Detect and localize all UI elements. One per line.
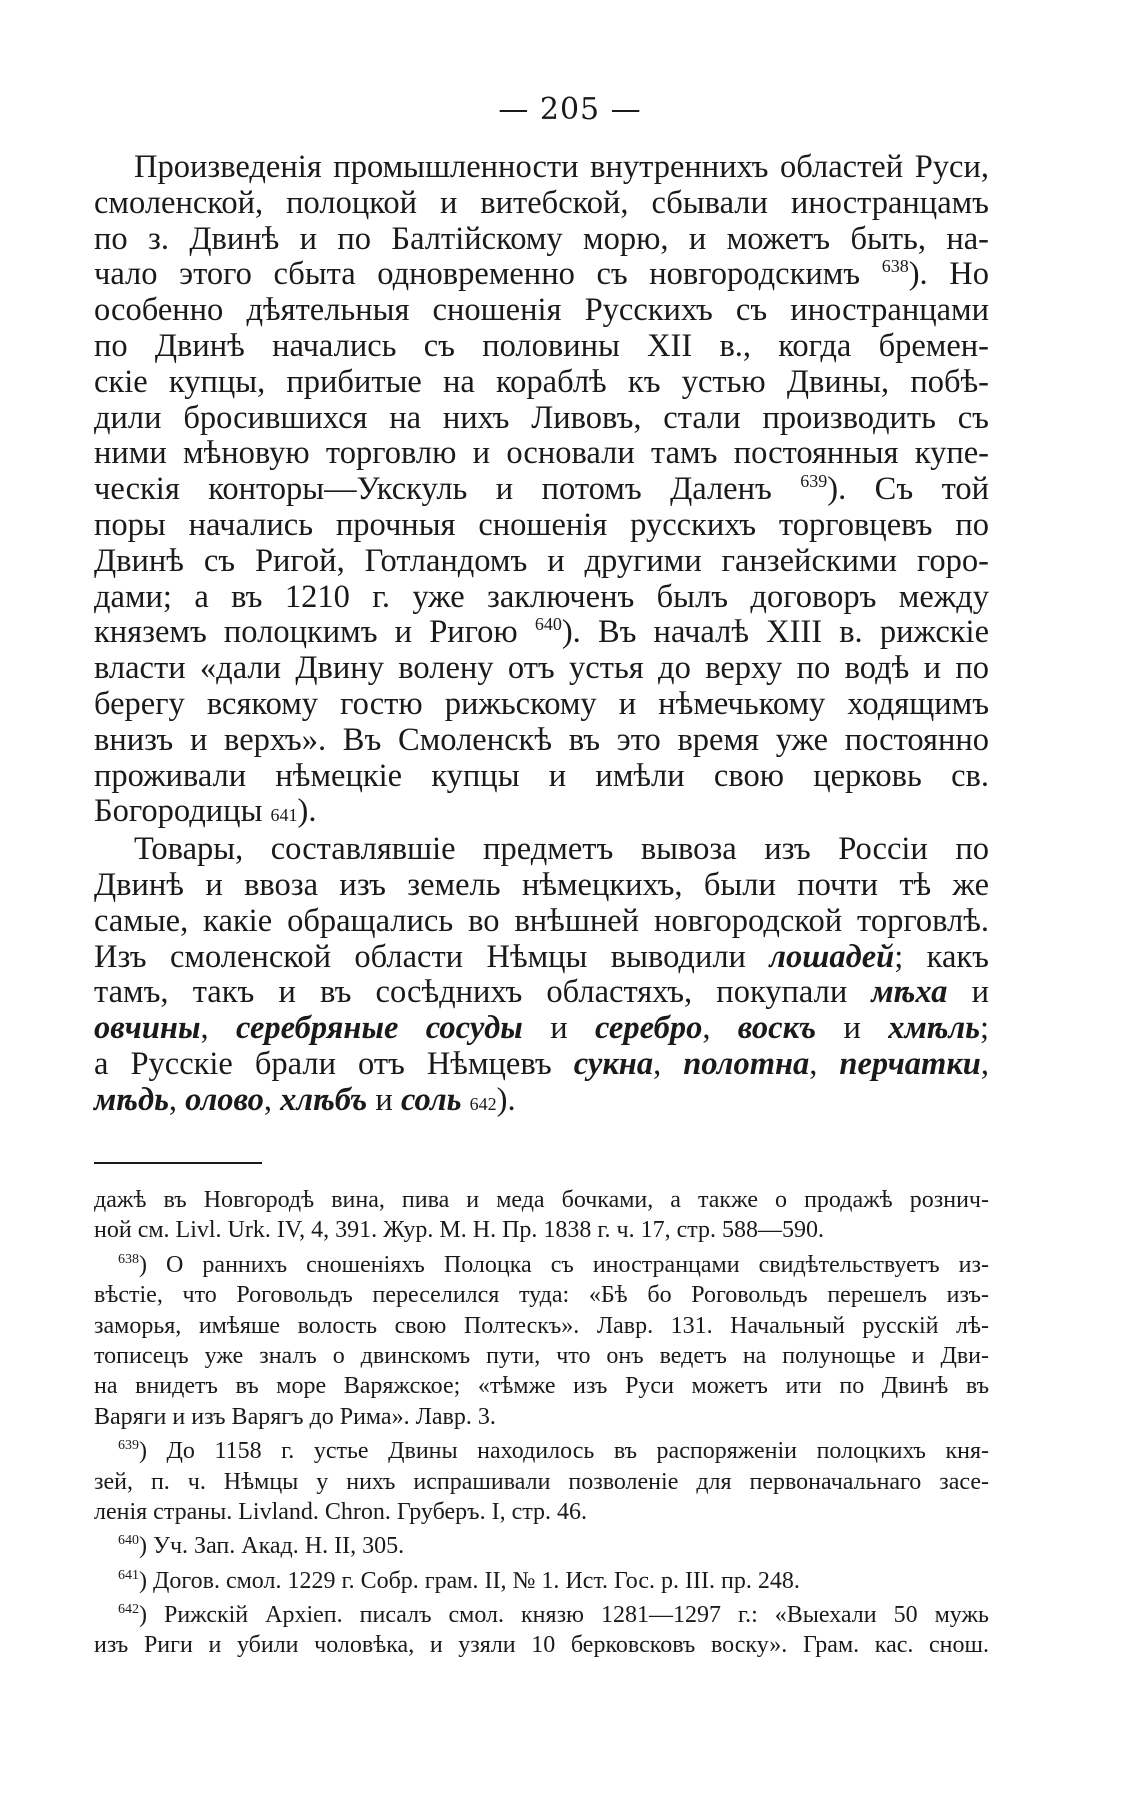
- italic-term: мѣха: [871, 974, 948, 1011]
- footnote-ref: 639: [800, 471, 828, 492]
- text-line: [94, 723, 989, 759]
- text-line: [94, 904, 989, 940]
- text-fragment: дажѣ въ Новгородѣ вина, пива и меда бочками, а также о продажѣ рознич-: [94, 1187, 989, 1213]
- text-fragment: Двинѣ и ввоза изъ земель нѣмецкихъ, были почти тѣ же: [94, 866, 989, 903]
- text-line: [94, 1011, 989, 1047]
- footnote-line: [94, 1497, 989, 1527]
- text-line: [94, 832, 989, 868]
- text-fragment: ) О раннихъ сношеніяхъ Полоцка съ иностранцами свидѣтельствуетъ из-: [139, 1251, 989, 1278]
- text-line: [94, 508, 989, 544]
- footnote-line: [94, 1630, 989, 1660]
- text-fragment: ).: [496, 1081, 516, 1118]
- text-fragment: на внидетъ въ море Варяжское; «тѣмже изъ Руси можетъ ити по Двинѣ въ: [94, 1373, 989, 1400]
- footnote-number: 641: [118, 1567, 139, 1583]
- text-fragment: заморья, имѣяше волость свою Полтескъ». Лавр. 131. Начальный русскій лѣ-: [94, 1312, 989, 1339]
- italic-term: олово: [185, 1081, 264, 1118]
- text-fragment: ).: [297, 793, 317, 830]
- text-fragment: тописецъ уже зналъ о двинскомъ пути, что онъ ведетъ на полунощье и Дви-: [94, 1342, 989, 1369]
- footnote-ref: 640: [534, 614, 562, 635]
- italic-term: серебро: [594, 1010, 703, 1047]
- text-line: [94, 940, 989, 976]
- text-fragment: ,: [168, 1081, 186, 1118]
- text-fragment: ческія конторы—Укскуль и потомъ Даленъ: [94, 471, 772, 508]
- text-line: [94, 293, 989, 329]
- footnote-line: [94, 1215, 989, 1245]
- footnote-line: [94, 1280, 989, 1310]
- text-fragment: и: [947, 974, 989, 1011]
- text-line: [94, 222, 989, 258]
- text-fragment: дами; а въ 1210 г. уже заключенъ былъ договоръ между: [94, 578, 989, 615]
- footnote-ref: 638: [881, 256, 909, 277]
- footnote-number: 638: [118, 1251, 139, 1267]
- text-line: [94, 759, 989, 795]
- footnote-ref: 641: [270, 805, 298, 826]
- text-fragment: ,: [809, 1045, 840, 1082]
- footnote-line: [94, 1600, 989, 1630]
- text-fragment: ; какъ: [894, 938, 989, 975]
- text-line: [94, 794, 989, 830]
- text-fragment: Двинѣ съ Ригой, Готландомъ и другими ганзейскими горо-: [94, 542, 989, 579]
- text-line: [94, 868, 989, 904]
- footnote-line: [94, 1311, 989, 1341]
- text-line: [94, 1083, 989, 1119]
- text-fragment: ). Въ началѣ XIII в. рижскіе: [561, 614, 989, 651]
- footnotes: [94, 1185, 989, 1661]
- footnote-number: 639: [118, 1438, 139, 1454]
- text-fragment: Товары, составлявшіе предметъ вывоза изъ Россіи по: [134, 831, 989, 868]
- text-fragment: а Русскіе брали отъ Нѣмцевъ: [94, 1045, 574, 1082]
- text-fragment: вѣстіе, что Роговольдъ переселился туда: «Бѣ бо Роговольдъ перешелъ изъ-: [94, 1282, 989, 1309]
- text-fragment: поры начались прочныя сношенія русскихъ торговцевъ по: [94, 506, 989, 543]
- italic-term: хлѣбъ: [280, 1081, 368, 1118]
- text-fragment: берегу всякому гостю рижьскому и нѣмечькому ходящимъ: [94, 685, 989, 722]
- italic-term: перчатки: [839, 1045, 981, 1082]
- text-fragment: изъ Риги и убили чоловѣка, и узяли 10 берковсковъ воску». Грам. кас. снош.: [94, 1632, 989, 1659]
- italic-term: мѣдь: [94, 1081, 169, 1118]
- text-line: [94, 365, 989, 401]
- footnote-line: [94, 1467, 989, 1497]
- text-fragment: ,: [980, 1045, 990, 1082]
- footnote-line: [94, 1185, 989, 1215]
- text-fragment: Варяги и изъ Варягъ до Рима». Лавр. 3.: [94, 1403, 496, 1430]
- text-fragment: ,: [200, 1010, 236, 1047]
- text-line: [94, 329, 989, 365]
- text-fragment: ,: [653, 1045, 684, 1082]
- text-line: [94, 436, 989, 472]
- footnote-line: [94, 1566, 989, 1596]
- text-fragment: скіе купцы, прибитые на кораблѣ къ устью Двины, побѣ-: [94, 363, 989, 400]
- text-fragment: княземъ полоцкимъ и Ригою: [94, 614, 518, 651]
- text-line: [94, 472, 989, 508]
- text-fragment: чало этого сбыта одновременно съ новгородскимъ: [94, 256, 861, 293]
- text-fragment: ) Рижскій Архіеп. писалъ смол. князю 1281—1297 г.: «Выехали 50 мужь: [139, 1602, 989, 1629]
- text-fragment: ленія страны. Livland. Chron. Груберъ. I, стр. 46.: [94, 1498, 587, 1525]
- text-line: [94, 544, 989, 580]
- text-line: [94, 580, 989, 616]
- italic-term: серебряные сосуды: [235, 1010, 523, 1047]
- text-line: [94, 975, 989, 1011]
- text-fragment: ) Догов. смол. 1229 г. Собр. грам. II, № 1. Ист. Гос. р. III. пр. 248.: [139, 1567, 800, 1594]
- text-fragment: ) Уч. Зап. Акад. Н. II, 305.: [139, 1533, 405, 1560]
- text-fragment: ,: [702, 1010, 738, 1047]
- footnote-line: [94, 1436, 989, 1466]
- main-text: [94, 150, 989, 1119]
- text-line: [94, 150, 989, 186]
- text-line: [94, 401, 989, 437]
- footnote-line: [94, 1250, 989, 1280]
- text-fragment: ,: [263, 1081, 281, 1118]
- footnote-number: 640: [118, 1533, 139, 1549]
- text-line: [94, 615, 989, 651]
- footnote-number: 642: [118, 1602, 139, 1618]
- text-fragment: по Двинѣ начались съ половины XII в., когда бремен-: [94, 327, 989, 364]
- italic-term: воскъ: [737, 1010, 817, 1047]
- text-fragment: и: [816, 1010, 889, 1047]
- text-fragment: проживали нѣмецкіе купцы и имѣли свою церковь св.: [94, 757, 989, 794]
- footnote-line: [94, 1341, 989, 1371]
- text-fragment: ними мѣновую торговлю и основали тамъ постоянныя купе-: [94, 435, 989, 472]
- italic-term: лошадей: [769, 938, 895, 975]
- text-fragment: тамъ, такъ и въ сосѣднихъ областяхъ, покупали: [94, 974, 848, 1011]
- text-fragment: зей, п. ч. Нѣмцы у нихъ испрашивали позволеніе для первоначальнаго засе-: [94, 1468, 989, 1495]
- text-fragment: и: [367, 1081, 401, 1118]
- text-fragment: смоленской, полоцкой и витебской, сбывали иностранцамъ: [94, 184, 989, 221]
- text-fragment: ;: [979, 1010, 990, 1047]
- text-fragment: особенно дѣятельныя сношенія Русскихъ съ иностранцами: [94, 292, 989, 329]
- page-number: — 205 —: [498, 92, 642, 127]
- text-fragment: Произведенія промышленности внутреннихъ областей Руси,: [134, 149, 989, 185]
- italic-term: овчины: [94, 1010, 201, 1047]
- text-fragment: и: [522, 1010, 595, 1047]
- text-fragment: ной см. Livl. Urk. IV, 4, 391. Жур. М. Н. Пр. 1838 г. ч. 17, стр. 588—590.: [94, 1217, 825, 1244]
- text-line: [94, 1047, 989, 1083]
- text-line: [94, 651, 989, 687]
- text-fragment: дили бросившихся на нихъ Ливовъ, стали производить съ: [94, 399, 989, 436]
- text-fragment: Богородицы: [94, 793, 263, 830]
- text-line: [94, 186, 989, 222]
- text-fragment: ). Но: [908, 256, 990, 293]
- italic-term: хмѣль: [888, 1010, 980, 1047]
- text-fragment: Изъ смоленской области Нѣмцы выводили: [94, 938, 746, 975]
- text-fragment: ) До 1158 г. устье Двины находилось въ распоряженіи полоцкихъ кня-: [139, 1438, 989, 1465]
- footnote-line: [94, 1531, 989, 1561]
- footnote-line: [94, 1402, 989, 1432]
- text-fragment: ). Съ той: [827, 471, 990, 508]
- text-fragment: власти «дали Двину волену отъ устья до верху по водѣ и по: [94, 650, 989, 687]
- text-fragment: самые, какіе обращались во внѣшней новгородской торговлѣ.: [94, 902, 989, 939]
- text-line: [94, 687, 989, 723]
- italic-term: сукна: [573, 1045, 654, 1082]
- italic-term: полотна: [683, 1045, 810, 1082]
- footnote-line: [94, 1371, 989, 1401]
- text-fragment: по з. Двинѣ и по Балтійскому морю, и можетъ быть, на-: [94, 220, 989, 257]
- footnote-divider: [94, 1162, 262, 1164]
- text-line: [94, 257, 989, 293]
- italic-term: соль: [400, 1081, 462, 1118]
- text-fragment: внизъ и верхъ». Въ Смоленскѣ въ это время уже постоянно: [94, 721, 989, 758]
- footnote-ref: 642: [469, 1093, 497, 1114]
